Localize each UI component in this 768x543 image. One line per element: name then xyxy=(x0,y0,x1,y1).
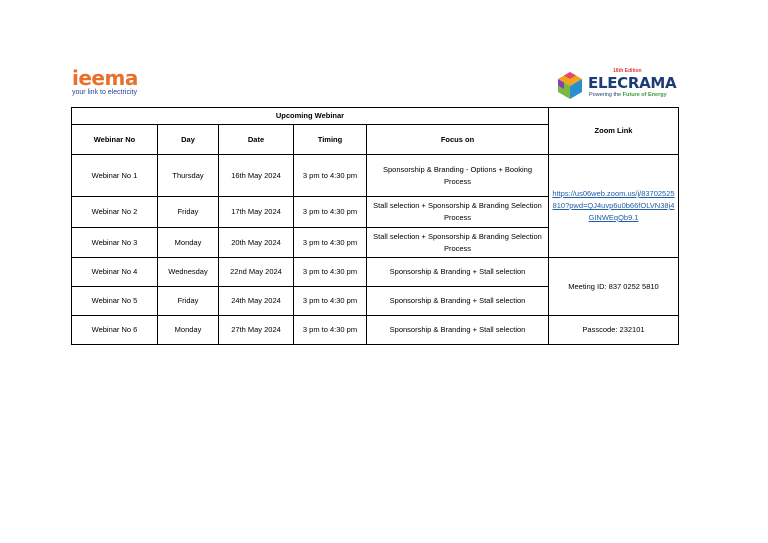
timing-cell: 3 pm to 4:30 pm xyxy=(294,258,367,287)
date-cell: 24th May 2024 xyxy=(219,287,294,316)
focus-cell: Sponsorship & Branding + Stall selection xyxy=(367,316,549,345)
col-header-day: Day xyxy=(158,125,219,155)
passcode-cell: Passcode: 232101 xyxy=(549,316,679,345)
zoom-link[interactable]: https://us06web.zoom.us/j/83702525810?pwd=QJ4uvp6u0b66fOLVN38j4GINWEqQb9.1 xyxy=(552,189,675,222)
elecrama-edition: 16th Edition xyxy=(613,68,642,74)
table-row xyxy=(72,316,679,345)
date-cell: 20th May 2024 xyxy=(219,228,294,258)
elecrama-cube-icon xyxy=(555,70,585,100)
webinar-no-cell: Webinar No 4 xyxy=(72,258,158,287)
table-title: Upcoming Webinar xyxy=(72,108,549,125)
webinar-no-cell: Webinar No 6 xyxy=(72,316,158,345)
date-cell: 22nd May 2024 xyxy=(219,258,294,287)
date-cell: 17th May 2024 xyxy=(219,197,294,228)
day-cell: Monday xyxy=(158,228,219,258)
timing-cell: 3 pm to 4:30 pm xyxy=(294,155,367,197)
webinar-no-cell: Webinar No 2 xyxy=(72,197,158,228)
webinar-no-cell: Webinar No 5 xyxy=(72,287,158,316)
col-header-date: Date xyxy=(219,125,294,155)
webinar-table xyxy=(71,107,679,345)
date-cell: 16th May 2024 xyxy=(219,155,294,197)
timing-cell: 3 pm to 4:30 pm xyxy=(294,228,367,258)
date-cell: 27th May 2024 xyxy=(219,316,294,345)
elecrama-name: ELECRAMA xyxy=(588,74,677,92)
webinar-no-cell: Webinar No 3 xyxy=(72,228,158,258)
day-cell: Wednesday xyxy=(158,258,219,287)
elecrama-tagline-highlight: Future of Energy xyxy=(622,92,667,98)
col-header-timing: Timing xyxy=(294,125,367,155)
focus-cell: Stall selection + Sponsorship & Branding Selection Process xyxy=(367,197,549,228)
timing-cell: 3 pm to 4:30 pm xyxy=(294,287,367,316)
focus-cell: Sponsorship & Branding - Options + Booking Process xyxy=(367,155,549,197)
ieema-tagline: your link to electricity xyxy=(72,89,137,96)
webinar-no-cell: Webinar No 1 xyxy=(72,155,158,197)
table-row xyxy=(72,155,679,197)
focus-cell: Sponsorship & Branding + Stall selection xyxy=(367,287,549,316)
elecrama-tagline-prefix: Powering the xyxy=(589,92,623,98)
day-cell: Thursday xyxy=(158,155,219,197)
meeting-id-cell: Meeting ID: 837 0252 5810 xyxy=(549,258,679,316)
col-header-focus: Focus on xyxy=(367,125,549,155)
zoom-link-header: Zoom Link xyxy=(549,108,679,155)
zoom-link-cell xyxy=(549,155,679,258)
timing-cell: 3 pm to 4:30 pm xyxy=(294,316,367,345)
ieema-wordmark: ieema xyxy=(72,66,138,90)
day-cell: Friday xyxy=(158,287,219,316)
focus-cell: Stall selection + Sponsorship & Branding Selection Process xyxy=(367,228,549,258)
focus-cell: Sponsorship & Branding + Stall selection xyxy=(367,258,549,287)
day-cell: Friday xyxy=(158,197,219,228)
table-row xyxy=(72,258,679,287)
day-cell: Monday xyxy=(158,316,219,345)
col-header-webinar-no: Webinar No xyxy=(72,125,158,155)
elecrama-tagline xyxy=(589,92,667,98)
elecrama-logo xyxy=(555,68,677,102)
timing-cell: 3 pm to 4:30 pm xyxy=(294,197,367,228)
ieema-logo xyxy=(72,68,152,98)
